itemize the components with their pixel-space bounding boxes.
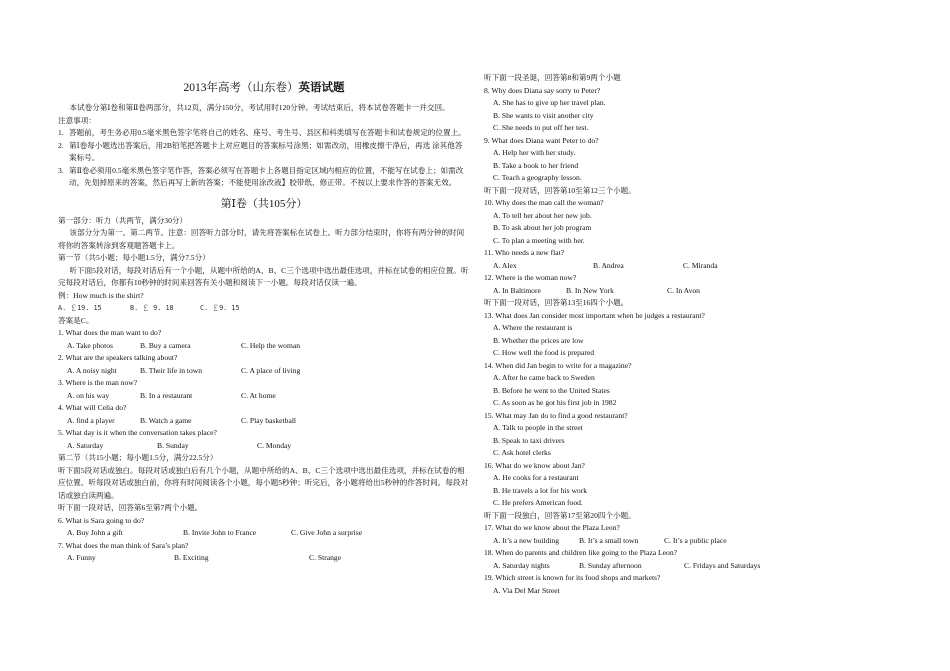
answer-option: A. Talk to people in the street bbox=[493, 423, 583, 432]
answer-option: C. At home bbox=[241, 390, 276, 400]
option-row bbox=[58, 340, 470, 353]
option-row bbox=[58, 552, 470, 565]
option-list bbox=[484, 322, 784, 360]
question-text: 10. Why does the man call the woman? bbox=[484, 198, 604, 207]
example-option-a: A. ￡19. 15 bbox=[58, 304, 102, 312]
note-item bbox=[58, 165, 470, 190]
answer-option: B. Andrea bbox=[593, 260, 624, 270]
questions-8-9 bbox=[484, 85, 784, 185]
answer-option: C. A place of living bbox=[241, 365, 301, 375]
sec2-title: 第二节（共15小题；每小题1.5分，满分22.5分） bbox=[58, 453, 218, 462]
answer-option: B. Their life in town bbox=[140, 365, 203, 375]
answer-option: B. To ask about her job program bbox=[493, 223, 592, 232]
questions-1-5 bbox=[58, 327, 470, 452]
answer-option: B. In New York bbox=[566, 285, 614, 295]
note-number: 3. bbox=[58, 165, 64, 175]
listen-instruction-13-16: 听下面一段对话，回答第13至16四个小题。 bbox=[484, 298, 629, 307]
answer-option: C. How well the food is prepared bbox=[493, 348, 595, 357]
answer-option: B. Watch a game bbox=[140, 415, 192, 425]
part1-title: 第一部分：听力（共两节，满分30分） bbox=[58, 215, 188, 225]
note-text: 答题前，考生务必用0.5毫米黑色签字笔将自己的姓名、座号、考生号、县区和科类填写在答题卡和试卷规定的位置上。 bbox=[69, 128, 466, 137]
title-year: 2013年高考（山东卷） bbox=[183, 82, 299, 94]
question-text: 7. What does the man think of Sara’s plan? bbox=[58, 540, 189, 550]
answer-option: A. It’s a new building bbox=[493, 535, 560, 545]
questions-6-7 bbox=[58, 515, 470, 565]
question-text: 17. What do we know about the Plaza Leon? bbox=[484, 523, 620, 532]
example-options bbox=[58, 302, 470, 315]
question-text: 2. What are the speakers talking about? bbox=[58, 353, 178, 362]
option-list bbox=[484, 372, 784, 410]
answer-option: A. find a player bbox=[67, 415, 115, 425]
option-row bbox=[58, 527, 470, 540]
answer-option: C. Miranda bbox=[683, 260, 718, 270]
example-answer: 答案是C。 bbox=[58, 315, 94, 325]
answer-option: B. She wants to visit another city bbox=[493, 110, 594, 120]
answer-option: A. After he came back to Sweden bbox=[493, 373, 595, 382]
answer-option: B. Speak to taxi drivers bbox=[493, 435, 565, 445]
option-list bbox=[484, 147, 784, 185]
answer-option: C. Monday bbox=[257, 440, 292, 450]
answer-option: C. Fridays and Saturdays bbox=[684, 560, 761, 570]
option-list bbox=[484, 585, 784, 598]
questions-13-16 bbox=[484, 310, 784, 510]
option-row bbox=[58, 415, 470, 428]
note-text: 第Ⅱ卷必须用0.5毫米黑色签字笔作答，答案必须写在答题卡上各题目指定区域内相应的位置，不能写在试卷上；如需改动，先划掉原来的答案，然后再写上新的答案；不能使用涂改液】胶带纸、修正带。不按以上要求作答的答案无效。 bbox=[69, 165, 464, 187]
intro-text: 本试卷分第Ⅰ卷和第Ⅱ卷两部分，共12页，满分150分，考试用时120分钟。考试结束后，将本试卷答题卡一并交回。 bbox=[69, 103, 450, 112]
option-list bbox=[484, 97, 784, 135]
note-number: 2. bbox=[58, 140, 64, 150]
question-19: 19. Which street is known for its food shops and markets? bbox=[484, 573, 661, 582]
answer-option: B. In a restaurant bbox=[140, 390, 193, 400]
notes-heading: 注意事项： bbox=[58, 115, 96, 125]
answer-option: A. on his way bbox=[67, 390, 110, 400]
question-text: 9. What does Diana want Peter to do? bbox=[484, 135, 599, 145]
example-option-c: C. ￡9. 15 bbox=[200, 304, 240, 312]
note-item bbox=[58, 140, 470, 165]
option-row bbox=[484, 260, 784, 273]
answer-option: B. Sunday afternoon bbox=[579, 560, 642, 570]
answer-option: B. Buy a camera bbox=[140, 340, 191, 350]
answer-option: A. Buy John a gift bbox=[67, 528, 123, 537]
answer-option: C. Ask hotel clerks bbox=[493, 448, 551, 457]
answer-option: B. He travels a lot for his work bbox=[493, 485, 588, 495]
answer-option: A. Help her with her study. bbox=[493, 148, 576, 157]
note-item bbox=[58, 127, 470, 140]
answer-option: C. To plan a meeting with her. bbox=[493, 235, 585, 245]
question-text: 11. Who needs a new flat? bbox=[484, 248, 565, 257]
answer-option: C. Help the woman bbox=[241, 340, 301, 350]
question-text: 18. When do parents and children like going to the Plaza Leon? bbox=[484, 548, 678, 557]
option-list bbox=[484, 472, 784, 510]
listen-instruction-10-12: 听下面一段对话，回答第10至第12三个小题。 bbox=[484, 185, 636, 195]
answer-option: A. He cooks for a restaurant bbox=[493, 473, 579, 482]
page-title bbox=[58, 80, 470, 96]
question-text: 6. What is Sara going to do? bbox=[58, 515, 145, 525]
answer-option: C. In Avon bbox=[667, 285, 700, 295]
option-row bbox=[58, 390, 470, 403]
question-text: 5. What day is it when the conversation takes place? bbox=[58, 428, 217, 437]
answer-option: B. Whether the prices are low bbox=[493, 335, 584, 345]
answer-option: C. Play basketball bbox=[241, 415, 297, 425]
answer-option: A. To tell her about her new job. bbox=[493, 210, 592, 220]
questions-17-18 bbox=[484, 522, 784, 572]
answer-option: B. Exciting bbox=[174, 553, 209, 562]
sec1-title: 第一节（共5小题；每小题1.5分，满分7.5分） bbox=[58, 253, 210, 262]
question-text: 1. What does the man want to do? bbox=[58, 328, 162, 337]
answer-option: C. Strange bbox=[309, 553, 342, 562]
answer-option: C. She needs to put off her test. bbox=[493, 123, 589, 132]
part1-description: 该部分分为第一、第二两节。注意：回答听力部分时，请先将答案标在试卷上。听力部分结束时，你将有两分钟的时间将你的答案转涂到客观题答题卡上。 bbox=[58, 228, 465, 250]
answer-option: A. Saturday bbox=[67, 440, 104, 450]
answer-option: B. Sunday bbox=[157, 440, 189, 450]
question-text: 4. What will Celia do? bbox=[58, 403, 127, 412]
answer-option: A. In Baltimore bbox=[493, 285, 541, 295]
question-text: 15. What may Jan do to find a good restaurant? bbox=[484, 410, 628, 420]
answer-option: B. Take a book to her friend bbox=[493, 160, 579, 170]
option-row bbox=[484, 285, 784, 298]
answer-option: C. Give John a surprise bbox=[291, 528, 363, 537]
answer-option: A. Via Del Mar Street bbox=[493, 585, 560, 595]
question-text: 16. What do we know about Jan? bbox=[484, 460, 585, 470]
answer-option: C. It’s a public place bbox=[664, 535, 727, 545]
questions-10-12 bbox=[484, 197, 784, 297]
listen-instruction-6-7: 听下面一段对话，回答第6至第7两个小题。 bbox=[58, 503, 203, 512]
answer-option: A. Funny bbox=[67, 553, 96, 562]
right-column bbox=[484, 72, 784, 597]
answer-option: A. She has to give up her travel plan. bbox=[493, 98, 606, 107]
answer-option: B. Before he went to the United States bbox=[493, 385, 610, 395]
question-text: 13. What does Jan consider most important when he judges a restaurant? bbox=[484, 310, 705, 320]
answer-option: A. Where the restaurant is bbox=[493, 323, 573, 332]
option-list bbox=[484, 210, 784, 248]
option-row bbox=[484, 560, 784, 573]
answer-option: A. A noisy night bbox=[67, 365, 117, 375]
section-title: 第Ⅰ卷（共105分） bbox=[220, 197, 308, 210]
option-row bbox=[58, 365, 470, 378]
answer-option: C. He prefers American food. bbox=[493, 498, 583, 507]
option-row bbox=[58, 440, 470, 453]
answer-option: A. Take photos bbox=[67, 340, 113, 350]
note-number: 1. bbox=[58, 128, 64, 137]
left-column bbox=[58, 72, 470, 565]
question-text: 3. Where is the man now? bbox=[58, 378, 138, 387]
answer-option: A. Alex bbox=[493, 260, 517, 270]
answer-option: A. Saturday nights bbox=[493, 560, 550, 570]
answer-option: C. As soon as he got his first job in 1982 bbox=[493, 398, 617, 407]
question-text: 8. Why does Diana say sorry to Peter? bbox=[484, 85, 601, 95]
title-main: 英语试题 bbox=[298, 82, 345, 94]
answer-option: B. Invite John to France bbox=[183, 528, 257, 537]
option-list bbox=[484, 422, 784, 460]
listen-instruction-8-9: 听下面一段圣诞，回答第8和第9两个小题 bbox=[484, 73, 621, 82]
example-question: 例：How much is the shirt? bbox=[58, 290, 144, 300]
option-row bbox=[484, 535, 784, 548]
example-option-b: B. ￡ 9. 18 bbox=[130, 304, 174, 312]
answer-option: C. Teach a geography lesson. bbox=[493, 173, 582, 182]
answer-option: B. It’s a small town bbox=[579, 535, 639, 545]
sec1-description: 听下面5段对话，每段对话后有一个小题，从题中所给的A、B、C三个选项中选出最佳选项，并标在试卷的相应位置。听完每段对话后，你都有10秒钟的时间来回答有关小题和阅读下一小题。每段对话仅读一遍。 bbox=[58, 265, 469, 287]
listen-instruction-17-20: 听下面一段独白，回答第17至第20四个小题。 bbox=[484, 510, 636, 520]
note-text: 第Ⅰ卷每小题选出答案后，用2B铅笔把答题卡上对应题目的答案标号涂黑；如需改动，用橡皮擦干净后，再选 涂其他答案标号。 bbox=[69, 140, 463, 162]
question-text: 14. When did Jan begin to write for a magazine? bbox=[484, 360, 632, 370]
sec2-description: 听下面5段对话或独白。每段对话或独白后有几个小题，从题中所给的A、B、C三个选项中选出最佳选项，并标在试卷的相应位置。听每段对话或独白前，你将有时间阅读各个小题，每小题5秒钟；听完后，各小题将给出5秒钟的作答时间。每段对话或独白读两遍。 bbox=[58, 465, 469, 500]
question-text: 12. Where is the woman now? bbox=[484, 273, 577, 282]
